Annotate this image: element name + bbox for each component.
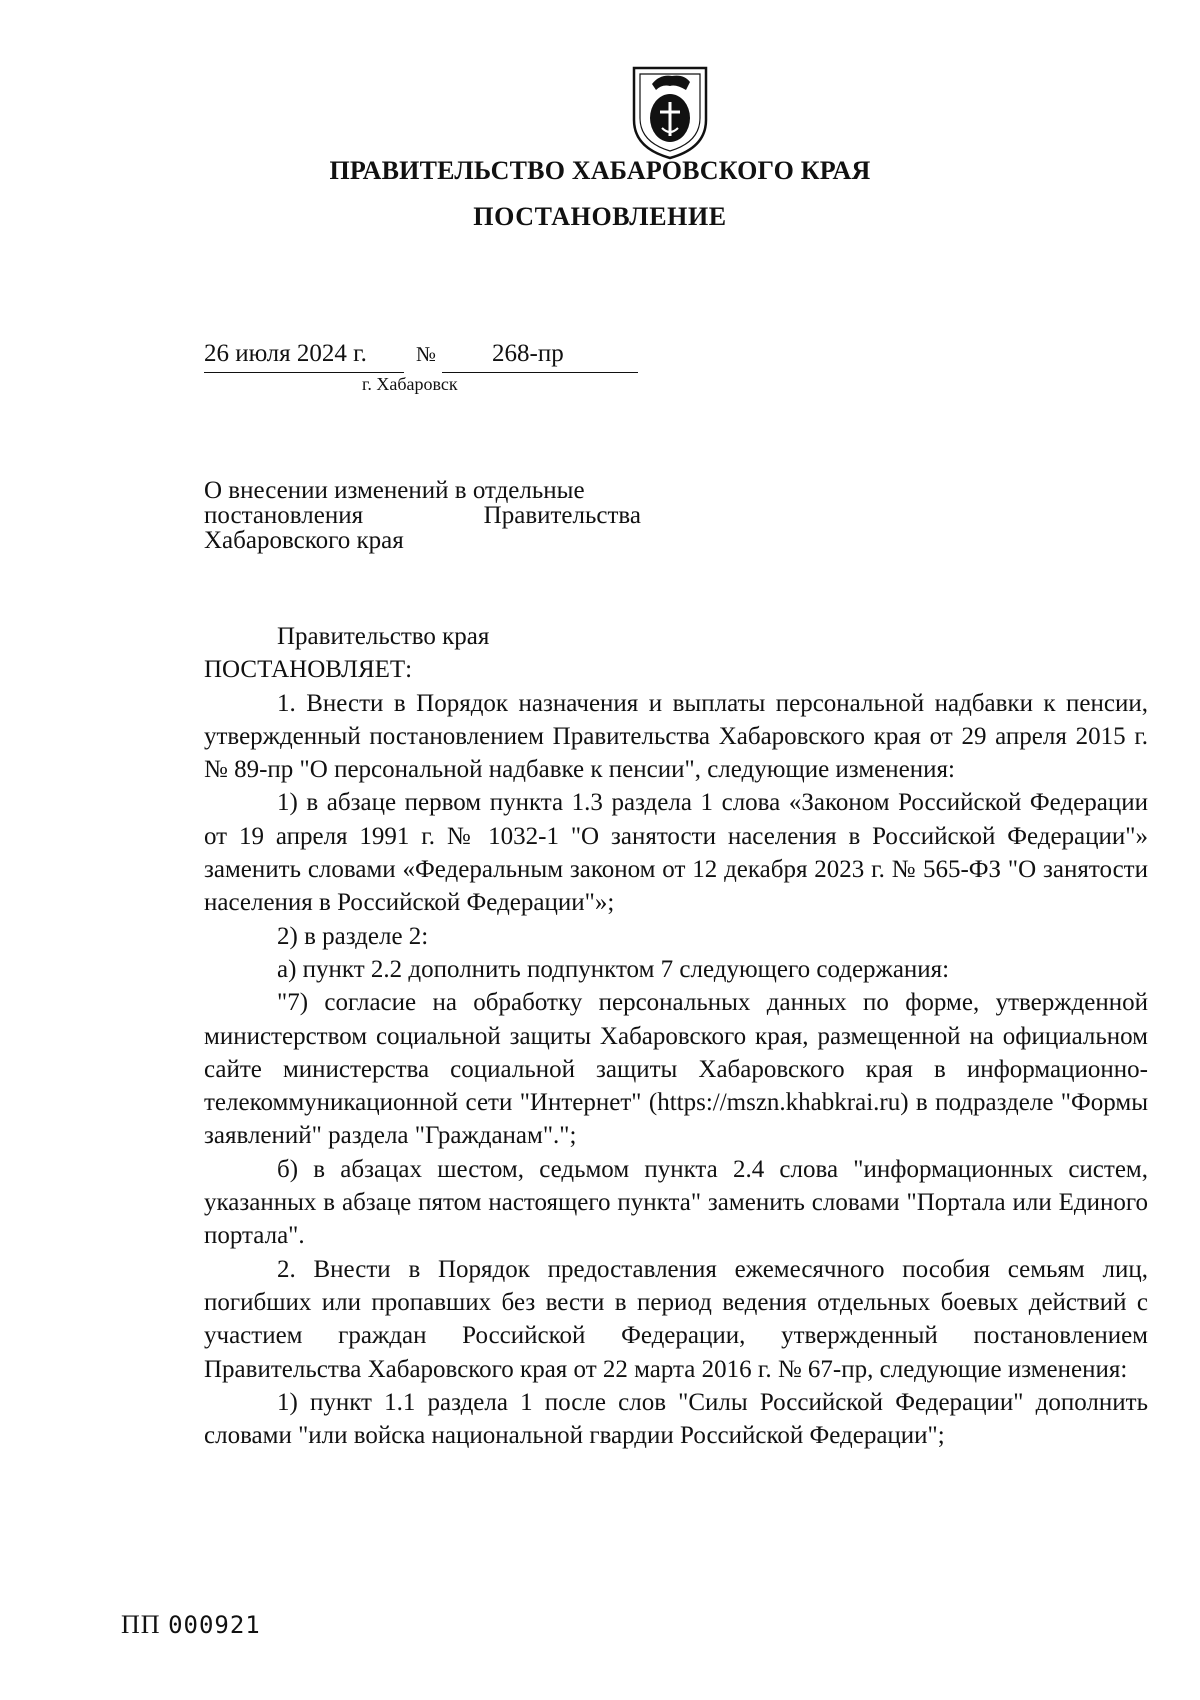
paragraph-authority: Правительство края [277,623,490,650]
date-underline [204,372,404,373]
paragraph-item-1-2-a: а) пункт 2.2 дополнить подпунктом 7 следующего содержания: [277,955,950,983]
subject-line-2-right: Правительства [483,502,641,529]
coat-of-arms-bear-icon [630,62,710,160]
document-city: г. Хабаровск [362,374,458,394]
document-subject [204,478,641,553]
document-number: 268-пр [492,340,564,367]
paragraph-item-1-2: 2) в разделе 2: [277,922,429,950]
number-underline [442,372,638,373]
document-body [204,620,1148,1452]
date-number-line [204,340,636,374]
footer-code-number: 000921 [168,1611,261,1639]
organization-title: ПРАВИТЕЛЬСТВО ХАБАРОВСКОГО КРАЯ [329,156,871,185]
paragraph-item-1: 1. Внести в Порядок назначения и выплаты персональной надбавки к пенсии, утвержденный постановлением Правительства Хабаровского края от 29 апреля 2015 г. № 89-пр "О персональной надбавке к пенсии", следующие изменения: [204,689,1148,784]
paragraph-item-1-2-a-7: "7) согласие на обработку персональных данных по форме, утвержденной министерством социальной защиты Хабаровского края, размещенной на официальном сайте министерства социальной защиты Хабаровского края в информационно-телекоммуникационной сети "Интернет" (https://mszn.khabkrai.ru) в подразделе "Формы заявлений" раздела "Гражданам"."; [204,989,1148,1150]
subject-line-1: О внесении изменений в отдельные [204,477,585,504]
footer-form-code [121,1610,261,1640]
paragraph-resolves: ПОСТАНОВЛЯЕТ: [204,656,413,684]
document-type: ПОСТАНОВЛЕНИЕ [473,202,727,231]
subject-line-2 [204,503,641,528]
footer-prefix: ПП [121,1610,161,1639]
document-date: 26 июля 2024 г. [204,340,367,367]
paragraph-item-1-2-b: б) в абзацах шестом, седьмом пункта 2.4 слова "информационных систем, указанных в абзаце пятом настоящего пункта" заменить словами "Портала или Единого портала". [204,1155,1148,1250]
paragraph-item-2: 2. Внести в Порядок предоставления ежемесячного пособия семьям лиц, погибших или пропавших без вести в период ведения отдельных боевых действий с участием граждан Российской Федерации, утвержденный постановлением Правительства Хабаровского края от 22 марта 2016 г. № 67-пр, следующие изменения: [204,1255,1148,1383]
subject-line-2-left: постановления [204,502,364,529]
paragraph-item-1-1: 1) в абзаце первом пункта 1.3 раздела 1 слова «Законом Российской Федерации от 19 апреля 1991 г. № 1032-1 "О занятости населения в Российской Федерации"» заменить словами «Федеральным законом от 12 декабря 2023 г. № 565-ФЗ "О занятости населения в Российской Федерации"»; [204,789,1148,917]
paragraph-item-2-1: 1) пункт 1.1 раздела 1 после слов "Силы Российской Федерации" дополнить словами "или войска национальной гвардии Российской Федерации"; [204,1388,1148,1450]
number-sign: № [416,342,437,366]
subject-line-3: Хабаровского края [204,527,404,554]
